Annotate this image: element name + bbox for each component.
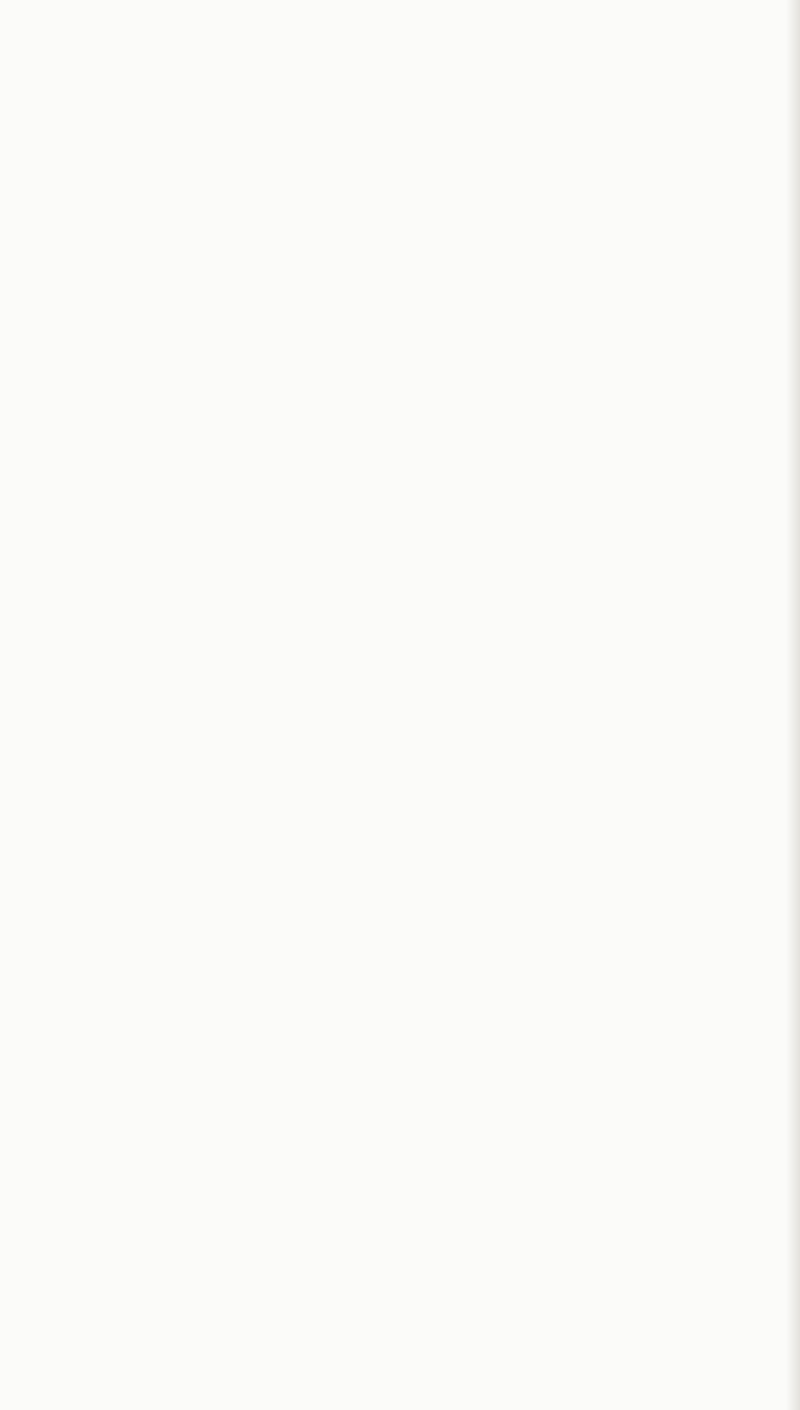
table-row [60, 930, 750, 960]
table-row [60, 806, 750, 836]
private-houses-built-row [120, 679, 620, 709]
table-row [60, 961, 750, 991]
table-row [60, 744, 750, 774]
table-row [60, 992, 750, 1022]
table-row [60, 868, 750, 898]
table-row [60, 899, 750, 929]
stat-row-closing-orders-cancelled [120, 426, 720, 456]
page-edge-shadow [786, 0, 800, 1410]
stat-row-houses-demolished [120, 336, 720, 366]
stat-row-families-rehoused [120, 366, 720, 396]
table-row [60, 775, 750, 805]
stat-row-closing-orders [120, 396, 720, 426]
table-row [60, 1023, 750, 1053]
table-row [60, 837, 750, 867]
